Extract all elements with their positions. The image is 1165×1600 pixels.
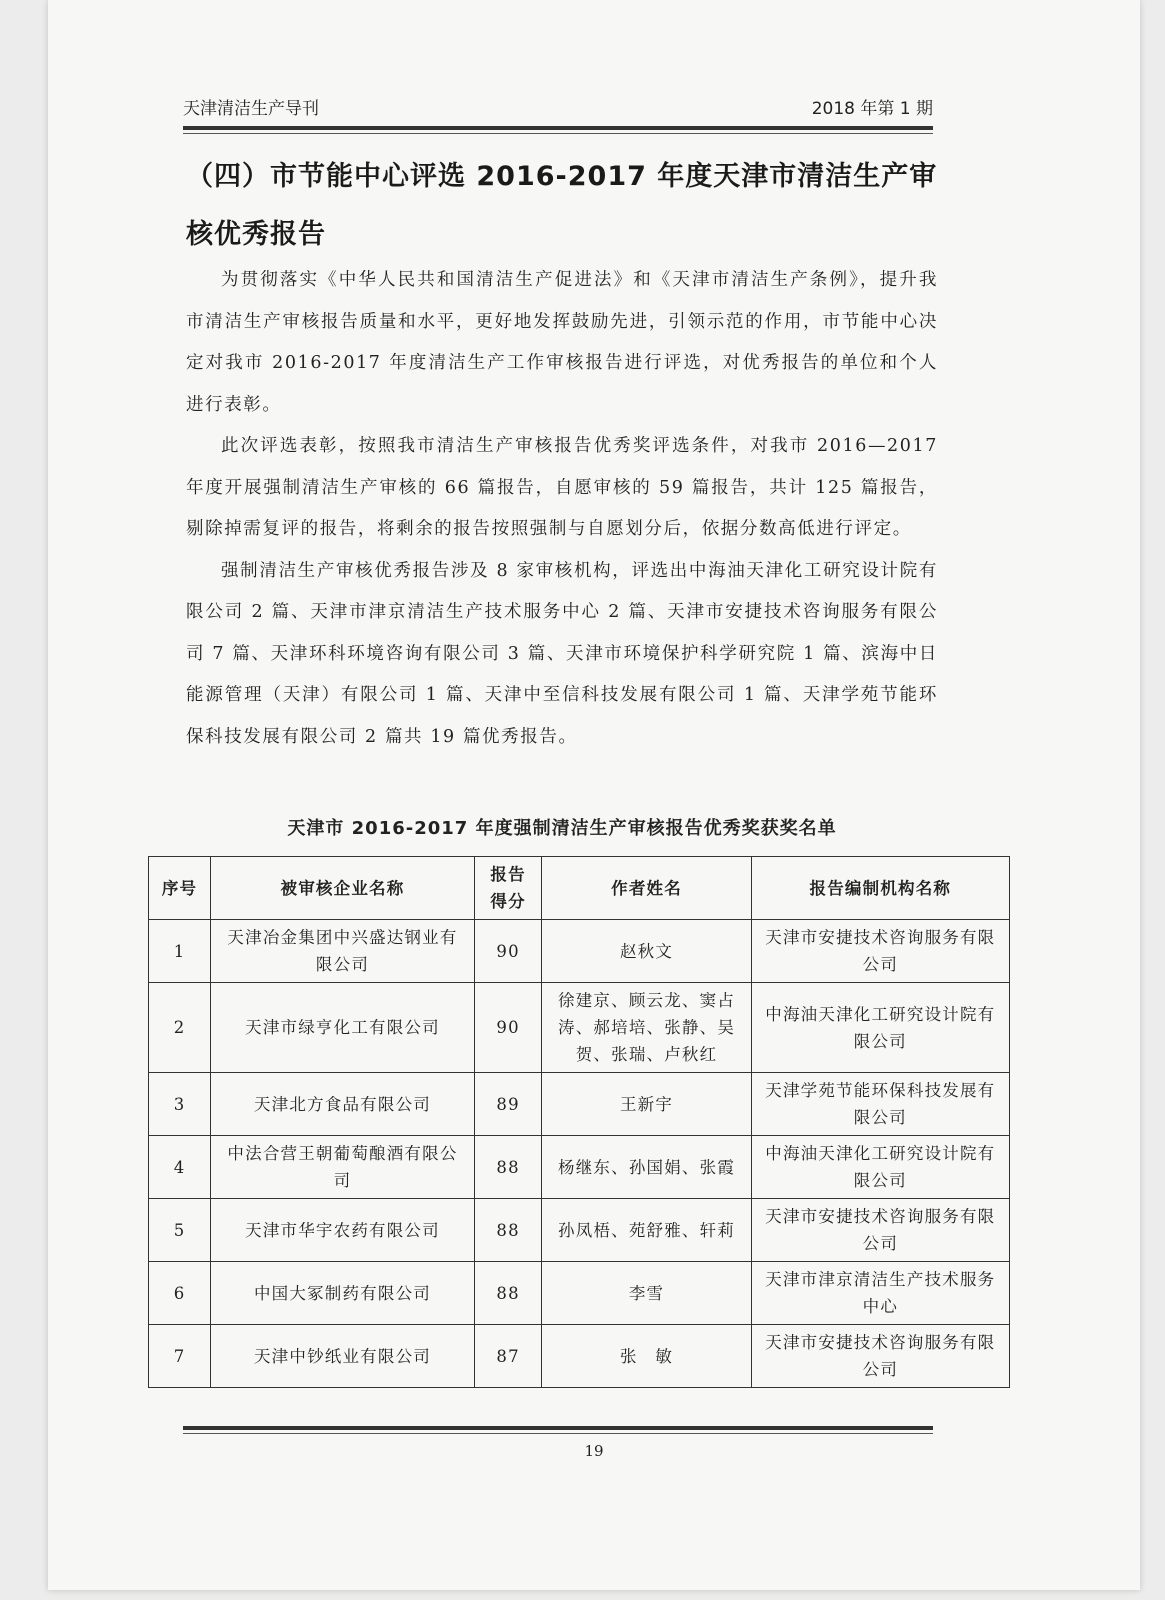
- cell-company: 天津市绿亨化工有限公司: [211, 983, 475, 1073]
- header-org: 报告编制机构名称: [751, 857, 1009, 920]
- footer-rule-thick: [183, 1426, 933, 1430]
- cell-company: 天津冶金集团中兴盛达钢业有限公司: [211, 920, 475, 983]
- cell-score: 90: [474, 920, 542, 983]
- journal-name: 天津清洁生产导刊: [183, 99, 319, 119]
- cell-company: 中国大冢制药有限公司: [211, 1262, 475, 1325]
- cell-org: 天津市安捷技术咨询服务有限公司: [751, 1325, 1009, 1388]
- page-number: 19: [584, 1442, 604, 1460]
- table-header-row: [149, 857, 1010, 920]
- body-text: [186, 260, 938, 758]
- header-company: 被审核企业名称: [211, 857, 475, 920]
- running-header: [183, 94, 933, 124]
- cell-score: 90: [474, 983, 542, 1073]
- cell-company: 天津北方食品有限公司: [211, 1073, 475, 1136]
- cell-seq: 5: [149, 1199, 211, 1262]
- paragraph-3: 强制清洁生产审核优秀报告涉及 8 家审核机构，评选出中海油天津化工研究设计院有限公司 2 篇、天津市津京清洁生产技术服务中心 2 篇、天津市安捷技术咨询服务有限公司 7 篇、天津环科环境咨询有限公司 3 篇、天津市环境保护科学研究院 1 篇、滨海中日能源管理（天津）有限公司 1 篇、天津中至信科技发展有限公司 1 篇、天津学苑节能环保科技发展有限公司 2 篇共 19 篇优秀报告。: [186, 560, 938, 747]
- cell-org: 中海油天津化工研究设计院有限公司: [751, 1136, 1009, 1199]
- table-row: [149, 920, 1010, 983]
- table-row: [149, 1325, 1010, 1388]
- cell-company: 天津中钞纸业有限公司: [211, 1325, 475, 1388]
- cell-company: 天津市华宇农药有限公司: [211, 1199, 475, 1262]
- cell-org: 天津市津京清洁生产技术服务中心: [751, 1262, 1009, 1325]
- table-row: [149, 1262, 1010, 1325]
- cell-seq: 4: [149, 1136, 211, 1199]
- cell-seq: 2: [149, 983, 211, 1073]
- cell-org: 天津市安捷技术咨询服务有限公司: [751, 1199, 1009, 1262]
- cell-org: 天津学苑节能环保科技发展有限公司: [751, 1073, 1009, 1136]
- footer-rule-thin: [183, 1433, 933, 1434]
- cell-score: 88: [474, 1199, 542, 1262]
- header-seq: 序号: [149, 857, 211, 920]
- cell-company: 中法合营王朝葡萄酿酒有限公司: [211, 1136, 475, 1199]
- paragraph-2: 此次评选表彰，按照我市清洁生产审核报告优秀奖评选条件，对我市 2016—2017 年度开展强制清洁生产审核的 66 篇报告，自愿审核的 59 篇报告，共计 125 篇报告，剔除掉需复评的报告，将剩余的报告按照强制与自愿划分后，依据分数高低进行评定。: [186, 436, 938, 539]
- table-title: 天津市 2016-2017 年度强制清洁生产审核报告优秀奖获奖名单: [287, 818, 837, 839]
- cell-org: 天津市安捷技术咨询服务有限公司: [751, 920, 1009, 983]
- cell-seq: 1: [149, 920, 211, 983]
- table-row: [149, 1199, 1010, 1262]
- cell-org: 中海油天津化工研究设计院有限公司: [751, 983, 1009, 1073]
- paragraph-1: 为贯彻落实《中华人民共和国清洁生产促进法》和《天津市清洁生产条例》，提升我市清洁生产审核报告质量和水平，更好地发挥鼓励先进，引领示范的作用，市节能中心决定对我市 2016-2017 年度清洁生产工作审核报告进行评选，对优秀报告的单位和个人进行表彰。: [186, 270, 938, 415]
- cell-seq: 3: [149, 1073, 211, 1136]
- cell-authors: 杨继东、孙国娟、张霞: [542, 1136, 751, 1199]
- header-rule-thick: [183, 126, 933, 130]
- cell-score: 87: [474, 1325, 542, 1388]
- header-authors: 作者姓名: [542, 857, 751, 920]
- cell-score: 88: [474, 1262, 542, 1325]
- cell-seq: 6: [149, 1262, 211, 1325]
- section-title: （四）市节能中心评选 2016-2017 年度天津市清洁生产审核优秀报告: [186, 161, 938, 250]
- cell-authors: 张 敏: [542, 1325, 751, 1388]
- cell-authors: 李雪: [542, 1262, 751, 1325]
- cell-score: 88: [474, 1136, 542, 1199]
- cell-authors: 王新宇: [542, 1073, 751, 1136]
- header-score: 报告得分: [474, 857, 542, 920]
- cell-authors: 徐建京、顾云龙、窦占涛、郝培培、张静、吴贺、张瑞、卢秋红: [542, 983, 751, 1073]
- awards-table: [148, 856, 1010, 1388]
- header-rule-thin: [183, 133, 933, 134]
- cell-authors: 孙凤梧、苑舒雅、轩莉: [542, 1199, 751, 1262]
- cell-seq: 7: [149, 1325, 211, 1388]
- table-row: [149, 1073, 1010, 1136]
- table-row: [149, 983, 1010, 1073]
- document-page: [48, 0, 1140, 1590]
- cell-score: 89: [474, 1073, 542, 1136]
- cell-authors: 赵秋文: [542, 920, 751, 983]
- table-row: [149, 1136, 1010, 1199]
- issue-label: 2018 年第 1 期: [811, 99, 933, 119]
